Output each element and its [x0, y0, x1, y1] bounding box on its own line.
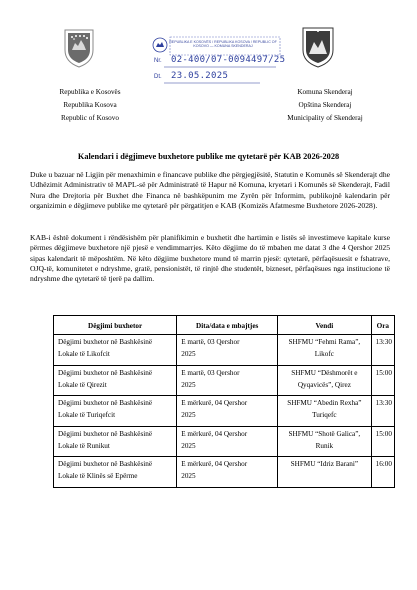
venue-cell: SHFMU “Abedin Rexha” Turiqefc — [278, 396, 371, 427]
table-header-row — [54, 316, 395, 335]
skenderaj-emblem-icon — [300, 26, 336, 68]
header-right-line-2: Opština Skenderaj — [298, 101, 352, 109]
column-header-date: Dita/data e mbajtjes — [177, 316, 278, 335]
column-header-hearing: Dëgjimi buxhetor — [54, 316, 177, 335]
time-cell: 15:00 — [371, 426, 394, 457]
date-cell: E mërkurë, 04 Qershor 2025 — [177, 396, 278, 427]
stamp-nr-label: Nr. — [154, 58, 162, 64]
table-row — [54, 457, 395, 488]
date-cell: E mërkurë, 04 Qershor 2025 — [177, 457, 278, 488]
hearing-cell: Dëgjimi buxhetor në Bashkësinë Lokale të Qirezit — [54, 365, 177, 396]
intro-paragraph: Duke u bazuar në Ligjin për menaxhimin e financave publike dhe përgjegjësitë, Statutin e Komunës së Skenderajt dhe Udhëzimit Administrativ të MAPL-së për Administratë të Hapur në Komuna, kryetari i Komunës së Skenderajt, Fadil Nura dhe Drejtoria për Buxhet dhe Financa në bashkëpunim me Zyrën për Informim, publikojnë kalendarin për organizimin e dëgjimeve publike me qytetarë për përgatitjen e KAB (Komizës Afatmesme Buxhetore 2026-2028). — [30, 170, 390, 210]
kosovo-coat-of-arms-icon — [62, 28, 96, 68]
table-row — [54, 335, 395, 366]
time-cell: 16:00 — [371, 457, 394, 488]
time-cell: 13:30 — [371, 335, 394, 366]
hearing-cell: Dëgjimi buxhetor në Bashkësinë Lokale të Klinës së Epërme — [54, 457, 177, 488]
venue-cell: SHFMU “Shotë Galica”, Runik — [278, 426, 371, 457]
table-row — [54, 396, 395, 427]
header-left-line-1: Republika e Kosovës — [59, 88, 121, 96]
stamp-date: 23.05.2025 — [171, 71, 229, 81]
details-paragraph: KAB-i është dokument i rëndësishëm për planifikimin e buxhetit dhe hartimin e listës së investimeve kapitale kurse përmes dëgjimeve buxhetore një pjesë e vendimmarrjes. Këto dëgjime do të mbahen me datat 3 dhe 4 Qershor 2025 sipas kalendarit të mëposhtëm. Në këto dëgjime buxhetore mund të marrin pjesë: qytetarë, përfaqësuesit e fshatrave, OJQ-të, komunitetet e ndryshme, gratë, pensionistët, të rinjtë dhe studentët, bizneset, përfaqësues nga institucione të ndryshme dhe qytetarë të tjerë pa dallim. — [30, 233, 390, 284]
time-cell: 15:00 — [371, 365, 394, 396]
date-cell: E mërkurë, 04 Qershor 2025 — [177, 426, 278, 457]
header-left-line-3: Republic of Kosovo — [61, 114, 119, 122]
venue-cell: SHFMU “Idriz Barani” — [278, 457, 371, 488]
stamp-number: 02-400/07-0094497/25 — [171, 55, 286, 65]
column-header-time: Ora — [371, 316, 394, 335]
venue-cell: SHFMU “Fehmi Rama”, Likofc — [278, 335, 371, 366]
municipality-logo-icon — [152, 37, 168, 53]
document-title: Kalendari i dëgjimeve buxhetore publike me qytetarë për KAB 2026-2028 — [77, 152, 340, 161]
stamp-heading: REPUBLIKA E KOSOVËS / REPUBLIKA KOSOVA / REPUBLIC OF KOSOVO — KOMUNA SKENDERAJ — [169, 40, 277, 49]
header-left-line-2: Republika Kosova — [63, 101, 117, 109]
hearing-cell: Dëgjimi buxhetor në Bashkësinë Lokale të Runikut — [54, 426, 177, 457]
table-row — [54, 426, 395, 457]
date-cell: E martë, 03 Qershor 2025 — [177, 365, 278, 396]
hearing-schedule-table — [53, 315, 395, 488]
header-right-line-3: Municipality of Skenderaj — [287, 114, 363, 122]
time-cell: 13:30 — [371, 396, 394, 427]
header-right-line-1: Komuna Skenderaj — [297, 88, 353, 96]
hearing-cell: Dëgjimi buxhetor në Bashkësinë Lokale të Turiqefcit — [54, 396, 177, 427]
venue-cell: SHFMU “Dëshmorët e Qyqavicës”, Qirez — [278, 365, 371, 396]
header-left — [40, 86, 140, 125]
header-right — [270, 86, 380, 125]
hearing-cell: Dëgjimi buxhetor në Bashkësinë Lokale të Likofcit — [54, 335, 177, 366]
column-header-venue: Vendi — [278, 316, 371, 335]
stamp-date-label: Dt. — [154, 74, 162, 80]
table-row — [54, 365, 395, 396]
date-cell: E martë, 03 Qershor 2025 — [177, 335, 278, 366]
